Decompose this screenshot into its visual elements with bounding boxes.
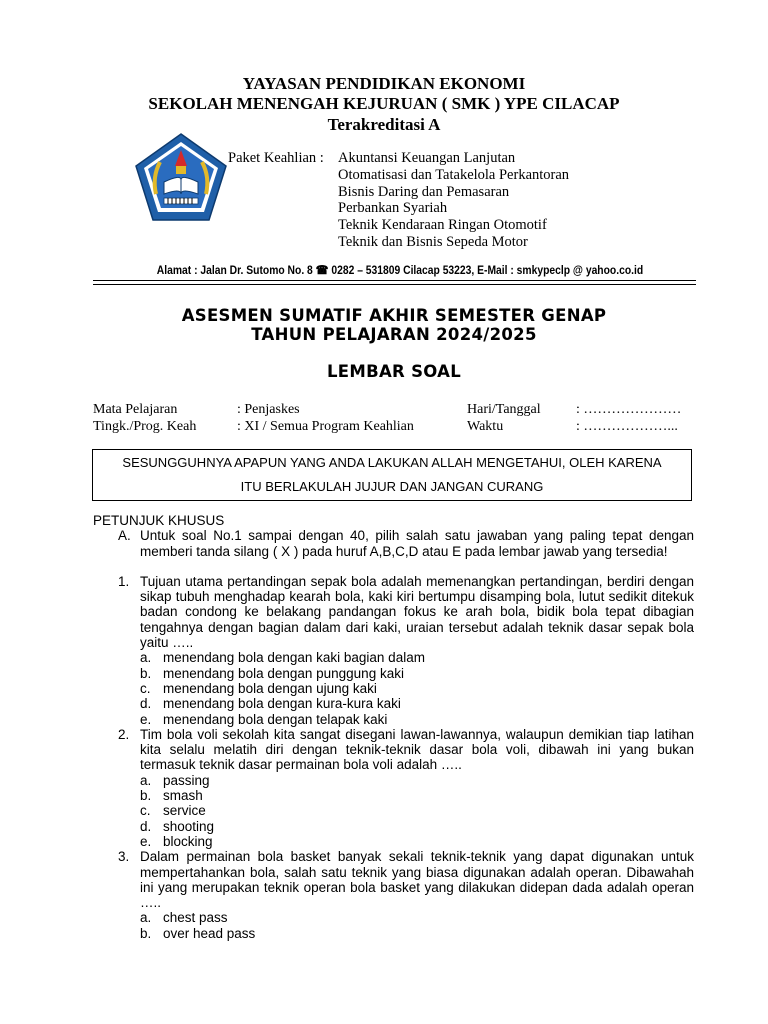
hari-label: Hari/Tanggal	[467, 402, 541, 417]
option-item: d. shooting	[140, 818, 215, 834]
foundation-name: YAYASAN PENDIDIKAN EKONOMI	[242, 74, 526, 93]
option-item: c. service	[140, 803, 206, 819]
question-text: Tim bola voli sekolah kita sangat disegani lawan-lawannya, walaupun demikian tiap latihan kita selalu melatih diri dengan teknik-teknik dasar bola voli, dibawah ini yang bukan termasuk teknik dasar permainan bola voli adalah …..	[140, 726, 694, 773]
option-item: a. passing	[140, 772, 210, 788]
option-item: e. menendang bola dengan telapak kaki	[140, 711, 388, 727]
paket-item: Teknik dan Bisnis Sepeda Motor	[338, 233, 528, 250]
question-1	[93, 574, 694, 650]
paket-item: Perbankan Syariah	[338, 200, 448, 217]
instruction-text: Untuk soal No.1 sampai dengan 40, pilih salah satu jawaban yang paling tepat dengan memberi tanda silang ( X ) pada huruf A,B,C,D atau E pada lembar jawab yang tersedia!	[140, 528, 694, 559]
exam-title: ASESMEN SUMATIF AKHIR SEMESTER GENAP	[181, 306, 607, 325]
mapel-label: Mata Pelajaran	[93, 402, 178, 417]
waktu-label: Waktu	[467, 419, 504, 434]
paket-keahlian-list	[338, 150, 569, 251]
paket-item: Bisnis Daring dan Pemasaran	[338, 183, 510, 200]
option-item: b. menendang bola dengan punggung kaki	[140, 665, 404, 681]
option-item: a. menendang bola dengan kaki bagian dalam	[140, 650, 425, 666]
question-number: 2.	[118, 726, 130, 742]
paket-keahlian-label: Paket Keahlian :	[228, 150, 324, 166]
question-number: 3.	[118, 849, 130, 865]
option-item: c. menendang bola dengan ujung kaki	[140, 680, 377, 696]
options-list	[93, 773, 694, 849]
option-item: e. blocking	[140, 833, 213, 849]
motto-line: SESUNGGUHNYA APAPUN YANG ANDA LAKUKAN ALLAH MENGETAHUI, OLEH KARENA	[122, 455, 662, 470]
waktu-value: : ………………...	[576, 419, 678, 434]
question-number: 1.	[118, 573, 130, 589]
options-list	[93, 650, 694, 726]
sheet-title: LEMBAR SOAL	[326, 362, 462, 381]
mapel-value: : Penjaskes	[237, 402, 300, 417]
question-text: Dalam permainan bola basket banyak sekali teknik-teknik yang dapat digunakan untuk mempertahankan bola, salah satu teknik yang biasa digunakan adalah operan. Dibawahah ini yang merupakan teknik operan bola basket yang dilakukan didepan dada adalah operan …..	[140, 849, 694, 911]
hari-value: : …………………	[576, 402, 682, 417]
options-list	[93, 910, 694, 941]
tingkat-value: : XI / Semua Program Keahlian	[237, 419, 414, 434]
paket-item: Otomatisasi dan Tatakelola Perkantoran	[338, 166, 570, 183]
option-item: b. smash	[140, 788, 203, 804]
header-divider	[93, 280, 696, 281]
instruction-item	[93, 528, 694, 559]
school-name: SEKOLAH MENENGAH KEJURUAN ( SMK ) YPE CILACAP	[148, 94, 620, 113]
accreditation: Terakreditasi A	[327, 115, 441, 134]
header-divider-thin	[93, 284, 696, 285]
motto-box	[92, 449, 692, 501]
school-logo	[134, 132, 228, 222]
question-3	[93, 849, 694, 910]
option-item: d. menendang bola dengan kura-kura kaki	[140, 696, 401, 712]
tingkat-label: Tingk./Prog. Keah	[93, 419, 197, 434]
paket-item: Teknik Kendaraan Ringan Otomotif	[338, 217, 547, 234]
question-body	[93, 513, 694, 941]
motto-line: ITU BERLAKULAH JUJUR DAN JANGAN CURANG	[240, 479, 544, 494]
question-2	[93, 727, 694, 773]
school-address: Alamat : Jalan Dr. Sutomo No. 8 ☎ 0282 – 531809 Cilacap 53223, E-Mail : smkypeclp @ yahoo.co.id	[156, 263, 644, 277]
instruction-marker: A.	[118, 528, 131, 544]
paket-item: Akuntansi Keuangan Lanjutan	[338, 150, 516, 166]
option-item: b. over head pass	[140, 925, 256, 941]
question-text: Tujuan utama pertandingan sepak bola adalah memenangkan pertandingan, berdiri dengan sikap tubuh menghadap kearah bola, kaki kiri bertumpu disamping bola, lutut sedikit ditekuk badan condong ke belakang pandangan fokus ke arah bola, bidik bola tepat dibagian tengahnya dengan bagian dalam dari kaki, uraian tersebut adalah teknik dasar sepak bola yaitu …..	[140, 573, 694, 651]
exam-year: TAHUN PELAJARAN 2024/2025	[251, 325, 537, 344]
instructions-heading: PETUNJUK KHUSUS	[93, 513, 225, 528]
option-item: a. chest pass	[140, 910, 228, 926]
